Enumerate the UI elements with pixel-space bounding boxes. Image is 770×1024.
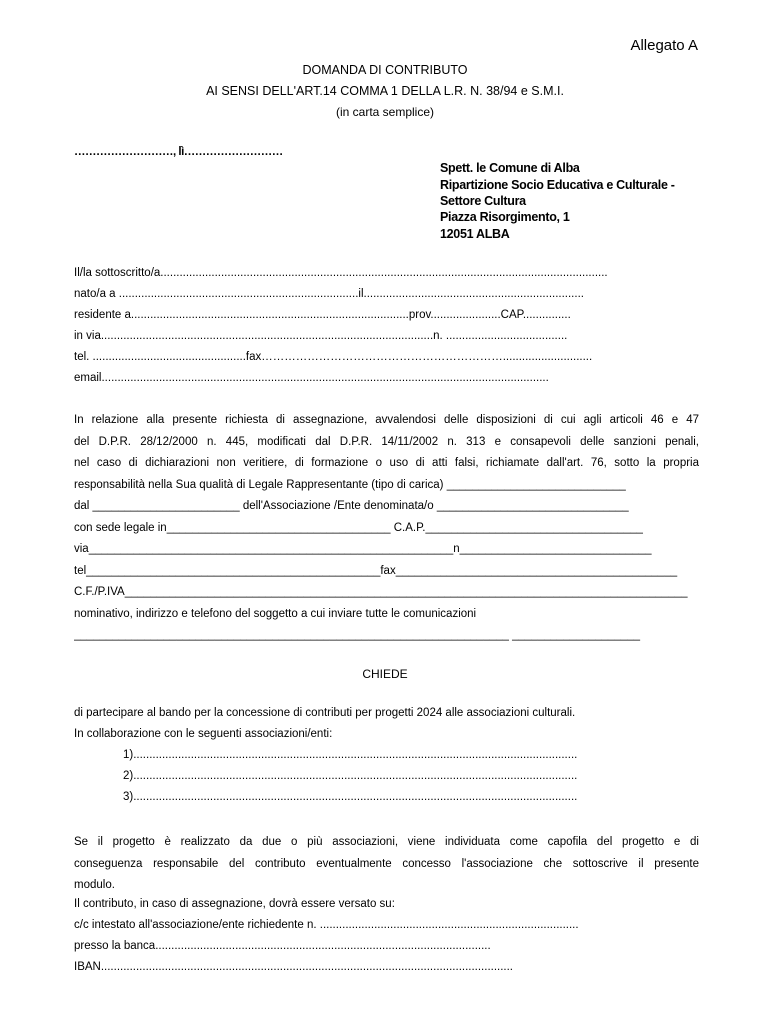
legal-seat-field[interactable]: con sede legale in___________________________________ C.A.P.__________________________________ [74,521,643,534]
recipient-line: Ripartizione Socio Educativa e Culturale - [440,178,675,192]
collaborator-field-3[interactable]: 3)........................................................................................................................................... [123,791,578,803]
birth-field[interactable]: nato/a a ...........................................................................il..................................................................... [74,288,584,300]
place-date-field[interactable]: ………………………, lì……………………… [74,146,283,158]
sottoscritto-field[interactable]: Il/la sottoscritto/a............................................................................................................................................ [74,267,608,279]
request-text: di partecipare al bando per la concessione di contributi per progetti 2024 alle associazioni culturali. [74,707,576,719]
capofila-paragraph [74,832,699,897]
collaboration-label: In collaborazione con le seguenti associazioni/enti: [74,728,333,740]
chiede-heading: CHIEDE [362,667,408,681]
capofila-line: Se il progetto è realizzato da due o più associazioni, viene individuata come capofila del progetto e di [74,836,699,848]
contact-field[interactable]: ____________________________________________________________________ ____________________ [74,629,641,641]
role-field[interactable]: responsabilità nella Sua qualità di Legale Rappresentante (tipo di carica) ____________________________ [74,478,626,491]
association-name-field[interactable]: dal _______________________ dell'Associazione /Ente denominata/o ______________________________ [74,500,629,512]
collaborator-field-2[interactable]: 2)........................................................................................................................................... [123,770,578,782]
association-street-field[interactable]: via_________________________________________________________n______________________________ [74,543,652,555]
association-phone-fax-field[interactable]: tel______________________________________________fax____________________________________________ [74,564,678,577]
recipient-line: Spett. le Comune di Alba [440,161,580,175]
email-field[interactable]: email............................................................................................................................................ [74,372,549,384]
payment-label: Il contributo, in caso di assegnazione, dovrà essere versato su: [74,898,395,910]
capofila-line: modulo. [74,879,115,891]
phone-fax-field[interactable]: tel. ................................................fax………………………………………………………............................ [74,351,593,363]
form-subtitle-law: AI SENSI DELL'ART.14 COMMA 1 DELLA L.R. N. 38/94 e S.M.I. [206,84,564,98]
declaration-paragraph [74,410,699,647]
collaborator-field-1[interactable]: 1)........................................................................................................................................... [123,749,578,761]
residence-field[interactable]: residente a.......................................................................................prov......................CAP............... [74,309,571,321]
recipient-line: Settore Cultura [440,194,526,208]
recipient-line: 12051 ALBA [440,227,510,241]
capofila-line: conseguenza responsabile del contributo eventualmente concesso l'associazione che sottoscrive il presente [74,857,699,870]
declaration-line: In relazione alla presente richiesta di assegnazione, avvalendosi delle disposizioni di cui agli articoli 46 e 47 [74,414,699,426]
recipient-line: Piazza Risorgimento, 1 [440,210,570,224]
declaration-line: del D.P.R. 28/12/2000 n. 445, modificati dal D.P.R. 14/11/2002 n. 313 e consapevoli delle sanzioni penali, [74,435,699,448]
tax-code-field[interactable]: C.F./P.IVA________________________________________________________________________________________ [74,586,688,598]
form-subtitle-paper: (in carta semplice) [335,105,435,119]
form-title: DOMANDA DI CONTRIBUTO [302,63,468,77]
declaration-line: nel caso di dichiarazioni non veritiere, di formazione o uso di atti falsi, richiamate dall'art. 76, sotto la propria [74,457,699,469]
iban-field[interactable]: IBAN................................................................................................................................. [74,961,514,973]
bank-name-field[interactable]: presso la banca......................................................................................................... [74,940,491,952]
allegato-label: Allegato A [630,37,698,54]
contact-label: nominativo, indirizzo e telefono del soggetto a cui inviare tutte le comunicazioni [74,607,477,620]
street-field[interactable]: in via........................................................................................................n. ...................................... [74,330,568,342]
bank-account-field[interactable]: c/c intestato all'associazione/ente richiedente n. ................................................................................. [74,919,579,931]
